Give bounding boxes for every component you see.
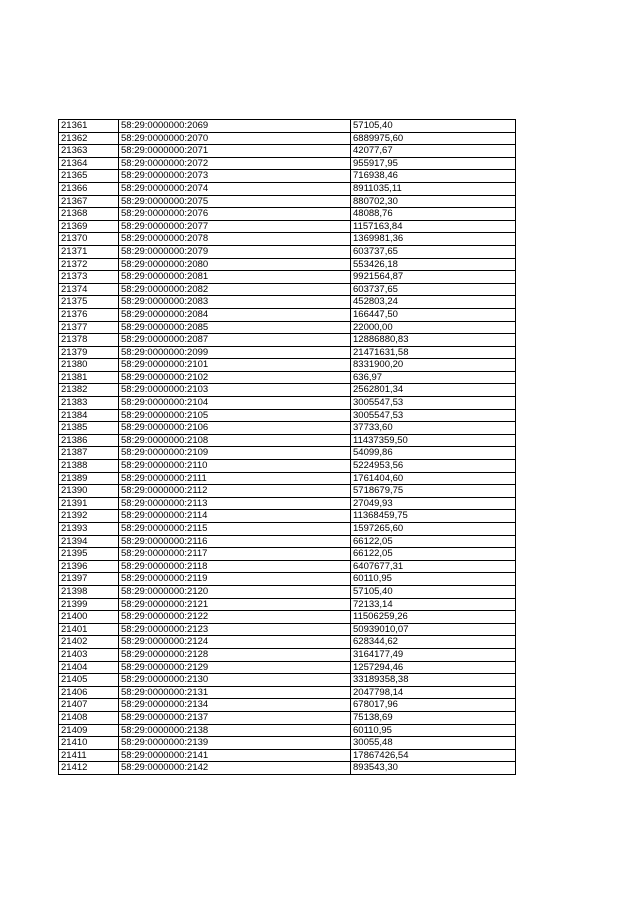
table-row: [59, 636, 516, 649]
row-number-cell: 21386: [59, 434, 119, 447]
table-row: [59, 346, 516, 359]
value-cell: 66122,05: [351, 535, 516, 548]
row-number-cell: 21391: [59, 497, 119, 510]
value-cell: 27049,93: [351, 497, 516, 510]
value-cell: 54099,86: [351, 447, 516, 460]
value-cell: 9921564,87: [351, 271, 516, 284]
value-cell: 12886880,83: [351, 334, 516, 347]
row-number-cell: 21361: [59, 120, 119, 133]
cadastral-number-cell: 58:29:0000000:2139: [119, 737, 351, 750]
table-row: [59, 737, 516, 750]
row-number-cell: 21402: [59, 636, 119, 649]
value-cell: 2562801,34: [351, 384, 516, 397]
value-cell: 2047798,14: [351, 686, 516, 699]
row-number-cell: 21406: [59, 686, 119, 699]
row-number-cell: 21408: [59, 711, 119, 724]
value-cell: 11506259,26: [351, 611, 516, 624]
table-row: [59, 699, 516, 712]
cadastral-number-cell: 58:29:0000000:2075: [119, 195, 351, 208]
table-row: [59, 711, 516, 724]
row-number-cell: 21372: [59, 258, 119, 271]
value-cell: 628344,62: [351, 636, 516, 649]
cadastral-number-cell: 58:29:0000000:2103: [119, 384, 351, 397]
table-row: [59, 472, 516, 485]
row-number-cell: 21377: [59, 321, 119, 334]
value-cell: 603737,65: [351, 283, 516, 296]
row-number-cell: 21387: [59, 447, 119, 460]
table-row: [59, 447, 516, 460]
row-number-cell: 21400: [59, 611, 119, 624]
cadastral-number-cell: 58:29:0000000:2085: [119, 321, 351, 334]
cadastral-number-cell: 58:29:0000000:2083: [119, 296, 351, 309]
value-cell: 5224953,56: [351, 460, 516, 473]
cadastral-number-cell: 58:29:0000000:2130: [119, 674, 351, 687]
cadastral-number-cell: 58:29:0000000:2108: [119, 434, 351, 447]
table-row: [59, 321, 516, 334]
cadastral-number-cell: 58:29:0000000:2073: [119, 170, 351, 183]
row-number-cell: 21362: [59, 132, 119, 145]
cadastral-number-cell: 58:29:0000000:2081: [119, 271, 351, 284]
cadastral-number-cell: 58:29:0000000:2119: [119, 573, 351, 586]
table-row: [59, 120, 516, 133]
cadastral-number-cell: 58:29:0000000:2101: [119, 359, 351, 372]
value-cell: 880702,30: [351, 195, 516, 208]
row-number-cell: 21378: [59, 334, 119, 347]
cadastral-number-cell: 58:29:0000000:2106: [119, 422, 351, 435]
cadastral-number-cell: 58:29:0000000:2105: [119, 409, 351, 422]
table-row: [59, 585, 516, 598]
table-row: [59, 371, 516, 384]
value-cell: 33189358,38: [351, 674, 516, 687]
cadastral-number-cell: 58:29:0000000:2118: [119, 560, 351, 573]
row-number-cell: 21363: [59, 145, 119, 158]
cadastral-number-cell: 58:29:0000000:2076: [119, 208, 351, 221]
table-row: [59, 296, 516, 309]
table-row: [59, 460, 516, 473]
table-row: [59, 434, 516, 447]
table-row: [59, 648, 516, 661]
table-row: [59, 283, 516, 296]
value-cell: 11437359,50: [351, 434, 516, 447]
row-number-cell: 21407: [59, 699, 119, 712]
row-number-cell: 21368: [59, 208, 119, 221]
value-cell: 66122,05: [351, 548, 516, 561]
table-row: [59, 749, 516, 762]
cadastral-number-cell: 58:29:0000000:2110: [119, 460, 351, 473]
table-row: [59, 510, 516, 523]
value-cell: 1597265,60: [351, 523, 516, 536]
cadastral-number-cell: 58:29:0000000:2079: [119, 245, 351, 258]
cadastral-number-cell: 58:29:0000000:2111: [119, 472, 351, 485]
table-row: [59, 560, 516, 573]
cadastral-number-cell: 58:29:0000000:2087: [119, 334, 351, 347]
value-cell: 72133,14: [351, 598, 516, 611]
value-cell: 30055,48: [351, 737, 516, 750]
table-row: [59, 623, 516, 636]
value-cell: 452803,24: [351, 296, 516, 309]
cadastral-number-cell: 58:29:0000000:2112: [119, 485, 351, 498]
cadastral-number-cell: 58:29:0000000:2116: [119, 535, 351, 548]
cadastral-number-cell: 58:29:0000000:2072: [119, 157, 351, 170]
value-cell: 603737,65: [351, 245, 516, 258]
cadastral-number-cell: 58:29:0000000:2082: [119, 283, 351, 296]
table-row: [59, 686, 516, 699]
row-number-cell: 21371: [59, 245, 119, 258]
table-row: [59, 170, 516, 183]
table-row: [59, 157, 516, 170]
cadastral-number-cell: 58:29:0000000:2142: [119, 762, 351, 775]
value-cell: 60110,95: [351, 573, 516, 586]
value-cell: 553426,18: [351, 258, 516, 271]
row-number-cell: 21367: [59, 195, 119, 208]
row-number-cell: 21388: [59, 460, 119, 473]
table-row: [59, 409, 516, 422]
row-number-cell: 21397: [59, 573, 119, 586]
row-number-cell: 21375: [59, 296, 119, 309]
value-cell: 5718679,75: [351, 485, 516, 498]
value-cell: 48088,76: [351, 208, 516, 221]
table-row: [59, 762, 516, 775]
cadastral-number-cell: 58:29:0000000:2137: [119, 711, 351, 724]
row-number-cell: 21390: [59, 485, 119, 498]
cadastral-number-cell: 58:29:0000000:2114: [119, 510, 351, 523]
table-row: [59, 497, 516, 510]
table-row: [59, 220, 516, 233]
cadastral-number-cell: 58:29:0000000:2074: [119, 182, 351, 195]
table-row: [59, 674, 516, 687]
cadastral-number-cell: 58:29:0000000:2109: [119, 447, 351, 460]
value-cell: 60110,95: [351, 724, 516, 737]
table-row: [59, 535, 516, 548]
row-number-cell: 21403: [59, 648, 119, 661]
table-row: [59, 195, 516, 208]
row-number-cell: 21411: [59, 749, 119, 762]
row-number-cell: 21383: [59, 397, 119, 410]
value-cell: 75138,69: [351, 711, 516, 724]
row-number-cell: 21376: [59, 308, 119, 321]
value-cell: 678017,96: [351, 699, 516, 712]
table-row: [59, 308, 516, 321]
row-number-cell: 21410: [59, 737, 119, 750]
table-row: [59, 573, 516, 586]
cadastral-number-cell: 58:29:0000000:2138: [119, 724, 351, 737]
cadastral-number-cell: 58:29:0000000:2102: [119, 371, 351, 384]
row-number-cell: 21380: [59, 359, 119, 372]
row-number-cell: 21395: [59, 548, 119, 561]
value-cell: 636,97: [351, 371, 516, 384]
table-row: [59, 397, 516, 410]
cadastral-value-table: [58, 119, 516, 775]
row-number-cell: 21412: [59, 762, 119, 775]
table-row: [59, 334, 516, 347]
row-number-cell: 21369: [59, 220, 119, 233]
value-cell: 166447,50: [351, 308, 516, 321]
row-number-cell: 21394: [59, 535, 119, 548]
row-number-cell: 21385: [59, 422, 119, 435]
cadastral-number-cell: 58:29:0000000:2120: [119, 585, 351, 598]
value-cell: 955917,95: [351, 157, 516, 170]
row-number-cell: 21392: [59, 510, 119, 523]
row-number-cell: 21396: [59, 560, 119, 573]
value-cell: 3005547,53: [351, 397, 516, 410]
value-cell: 1761404,60: [351, 472, 516, 485]
cadastral-number-cell: 58:29:0000000:2128: [119, 648, 351, 661]
cadastral-number-cell: 58:29:0000000:2069: [119, 120, 351, 133]
cadastral-number-cell: 58:29:0000000:2077: [119, 220, 351, 233]
value-cell: 57105,40: [351, 585, 516, 598]
value-cell: 3005547,53: [351, 409, 516, 422]
table-row: [59, 145, 516, 158]
row-number-cell: 21373: [59, 271, 119, 284]
row-number-cell: 21393: [59, 523, 119, 536]
row-number-cell: 21405: [59, 674, 119, 687]
value-cell: 50939010,07: [351, 623, 516, 636]
cadastral-number-cell: 58:29:0000000:2115: [119, 523, 351, 536]
cadastral-number-cell: 58:29:0000000:2080: [119, 258, 351, 271]
cadastral-number-cell: 58:29:0000000:2117: [119, 548, 351, 561]
table-row: [59, 208, 516, 221]
value-cell: 893543,30: [351, 762, 516, 775]
value-cell: 3164177,49: [351, 648, 516, 661]
row-number-cell: 21384: [59, 409, 119, 422]
value-cell: 11368459,75: [351, 510, 516, 523]
cadastral-number-cell: 58:29:0000000:2129: [119, 661, 351, 674]
row-number-cell: 21401: [59, 623, 119, 636]
cadastral-number-cell: 58:29:0000000:2122: [119, 611, 351, 624]
row-number-cell: 21382: [59, 384, 119, 397]
row-number-cell: 21398: [59, 585, 119, 598]
cadastral-number-cell: 58:29:0000000:2121: [119, 598, 351, 611]
value-cell: 21471631,58: [351, 346, 516, 359]
row-number-cell: 21364: [59, 157, 119, 170]
value-cell: 8331900,20: [351, 359, 516, 372]
value-cell: 1369981,36: [351, 233, 516, 246]
row-number-cell: 21374: [59, 283, 119, 296]
table-row: [59, 233, 516, 246]
cadastral-number-cell: 58:29:0000000:2078: [119, 233, 351, 246]
row-number-cell: 21409: [59, 724, 119, 737]
table-row: [59, 271, 516, 284]
value-cell: 716938,46: [351, 170, 516, 183]
table-row: [59, 485, 516, 498]
value-cell: 17867426,54: [351, 749, 516, 762]
cadastral-number-cell: 58:29:0000000:2071: [119, 145, 351, 158]
value-cell: 8911035,11: [351, 182, 516, 195]
cadastral-number-cell: 58:29:0000000:2099: [119, 346, 351, 359]
row-number-cell: 21389: [59, 472, 119, 485]
table-row: [59, 245, 516, 258]
row-number-cell: 21381: [59, 371, 119, 384]
value-cell: 1157163,84: [351, 220, 516, 233]
row-number-cell: 21365: [59, 170, 119, 183]
table-row: [59, 422, 516, 435]
table-row: [59, 661, 516, 674]
table-row: [59, 548, 516, 561]
cadastral-number-cell: 58:29:0000000:2131: [119, 686, 351, 699]
cadastral-number-cell: 58:29:0000000:2084: [119, 308, 351, 321]
value-cell: 37733,60: [351, 422, 516, 435]
table-row: [59, 611, 516, 624]
table-row: [59, 182, 516, 195]
cadastral-number-cell: 58:29:0000000:2113: [119, 497, 351, 510]
row-number-cell: 21399: [59, 598, 119, 611]
cadastral-number-cell: 58:29:0000000:2141: [119, 749, 351, 762]
value-cell: 42077,67: [351, 145, 516, 158]
table-body: [59, 120, 516, 775]
cadastral-number-cell: 58:29:0000000:2123: [119, 623, 351, 636]
table-row: [59, 258, 516, 271]
value-cell: 57105,40: [351, 120, 516, 133]
table-row: [59, 724, 516, 737]
cadastral-number-cell: 58:29:0000000:2124: [119, 636, 351, 649]
table-row: [59, 384, 516, 397]
value-cell: 6407677,31: [351, 560, 516, 573]
value-cell: 1257294,46: [351, 661, 516, 674]
row-number-cell: 21370: [59, 233, 119, 246]
value-cell: 22000,00: [351, 321, 516, 334]
table-row: [59, 598, 516, 611]
table-row: [59, 132, 516, 145]
table-row: [59, 359, 516, 372]
cadastral-number-cell: 58:29:0000000:2104: [119, 397, 351, 410]
cadastral-number-cell: 58:29:0000000:2070: [119, 132, 351, 145]
value-cell: 6889975,60: [351, 132, 516, 145]
row-number-cell: 21366: [59, 182, 119, 195]
row-number-cell: 21404: [59, 661, 119, 674]
cadastral-number-cell: 58:29:0000000:2134: [119, 699, 351, 712]
row-number-cell: 21379: [59, 346, 119, 359]
table-row: [59, 523, 516, 536]
